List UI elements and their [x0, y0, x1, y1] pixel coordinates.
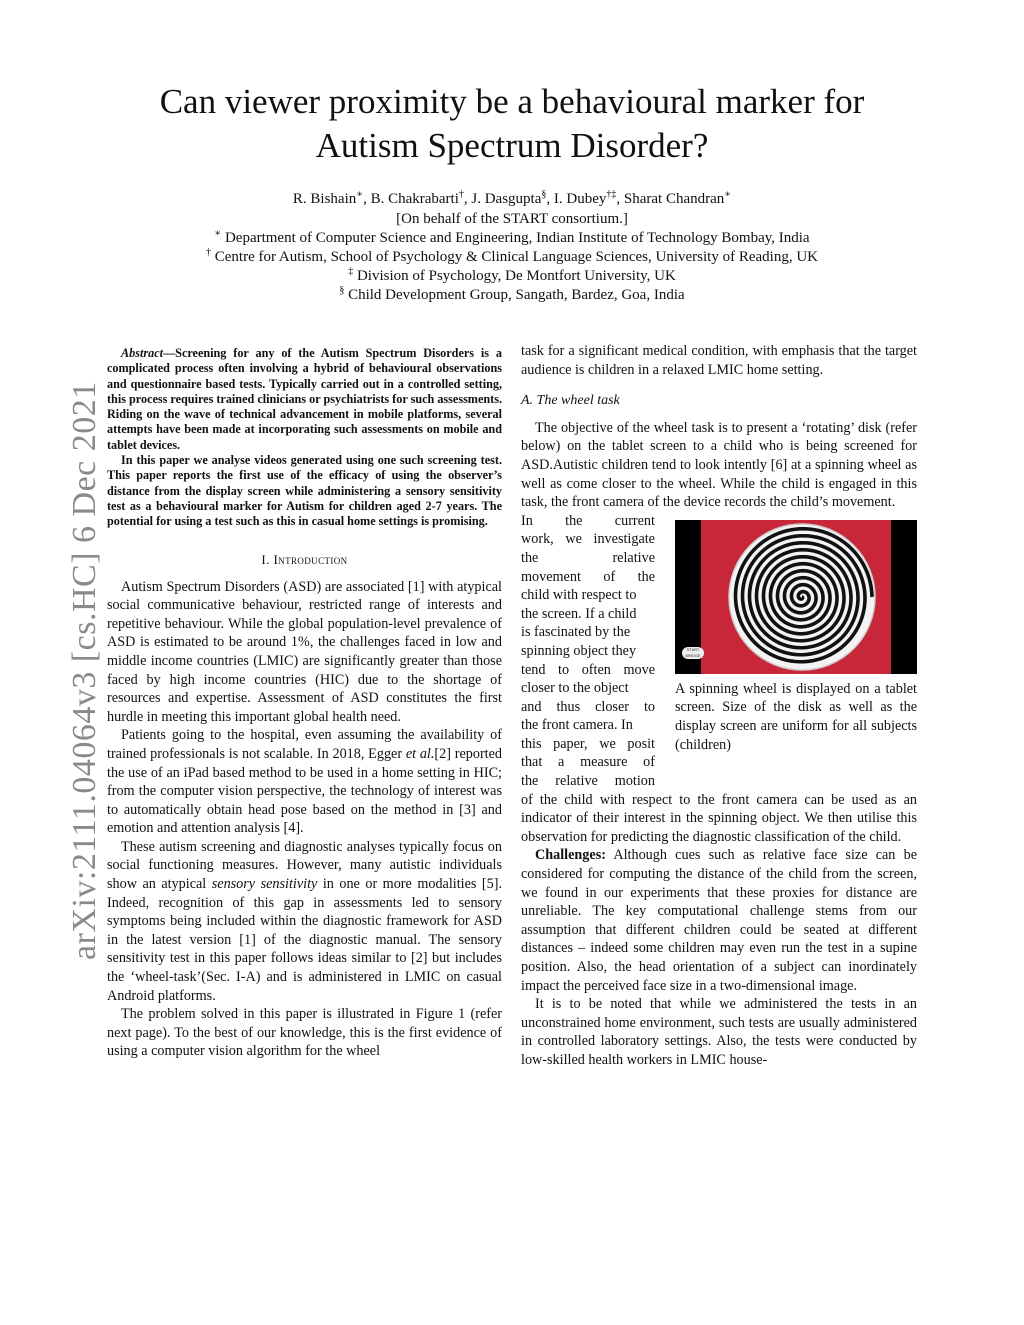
wrapped-word: we [599, 735, 616, 752]
wrapped-word: relative [555, 773, 598, 790]
author-mark: ∗ [724, 189, 732, 200]
wrapped-line [521, 586, 655, 605]
wrapped-word: the [521, 549, 539, 566]
wrapped-word: measure [580, 754, 628, 771]
author-mark: † [458, 189, 464, 200]
wrapped-word: often [581, 661, 611, 678]
author-chandran: Sharat Chandran [623, 191, 725, 207]
wrapped-word: this [521, 735, 542, 752]
wrapped-word: a [558, 754, 565, 771]
intro-text: in one or more modalities [5]. Indeed, recognition of this gap in assessments led to sensory symptoms being included within the diagnostic framework for ASD in the latest version [1] of the diagnostic manual. The sensory sensitivity test in this paper follows ideas similar to [2] but includes the ‘wheel-task’(Sec. I-A) and is administered in LMIC on casual Android platforms. [107, 876, 503, 1004]
paper-title [100, 80, 924, 168]
author-block [100, 190, 924, 305]
note-paragraph: It is to be noted that while we administered the tests in an unconstrained home environment, such tests are usually administered in controlled laboratory settings. Also, the tests were conducted by low-skilled health workers in LMIC house- [521, 996, 917, 1068]
author-mark: ∗ [356, 189, 364, 200]
author-mark: †‡ [606, 189, 617, 200]
wrapped-word: motion [614, 773, 655, 790]
wrapped-word: thus [556, 698, 581, 715]
abstract-paragraph-2: In this paper we analyse videos generated using one such screening test. This paper reports the first use of the efficacy of using the observer’s distance from the display screen while administering a sensory sensitivity test as a behavioural marker for Autism for children aged 2-7 years. The potential for using a test such as this in casual home settings is promising. [107, 453, 502, 529]
figure-wrap-row [521, 512, 917, 791]
wrapped-word: child with respect to [521, 587, 637, 604]
intro-paragraph-4: The problem solved in this paper is illustrated in Figure 1 (refer next page). To the best of our knowledge, this is the first evidence of using a computer vision algorithm for the wheel [107, 1006, 502, 1060]
wrapped-word: posit [627, 735, 655, 752]
affiliation-text: Department of Computer Science and Engineering, Indian Institute of Technology Bombay, India [224, 230, 810, 246]
consortium-note: [On behalf of the START consortium.] [396, 211, 628, 227]
wrapped-word: that [521, 754, 543, 771]
challenges-label: Challenges: [535, 847, 606, 864]
wrapped-line [521, 530, 655, 549]
wrapped-word: the [521, 773, 539, 790]
spiral-wheel [727, 522, 877, 672]
wrapped-word: spinning object they [521, 642, 637, 659]
wrapped-word: investigate [593, 531, 655, 548]
wheel-paragraph-1: The objective of the wheel task is to present a ‘rotating’ disk (refer below) on the tablet screen to a child who is being screened for ASD.Autistic children tend to look intently [6] at a spinning wheel as well as come closer to the wheel. While the child is engaged in this task, the front camera of the device records the child’s movement. [521, 419, 917, 511]
wrapped-line [521, 753, 655, 772]
wrapped-word: closer [595, 698, 629, 715]
wrapped-word: of [603, 568, 616, 585]
wrapped-word: relative [612, 549, 655, 566]
wrapped-word: move [623, 661, 655, 678]
affiliation-2 [100, 248, 924, 267]
intro-text: These autism screening and diagnostic analyses typically focus on social functioning measures. However, many autistic individuals show an atypical [107, 838, 502, 893]
wrapped-word: work, [521, 531, 554, 548]
wrapped-line [521, 568, 655, 587]
author-separator: , [463, 191, 472, 207]
figure-1 [675, 512, 917, 754]
wrapped-word: the [565, 512, 583, 529]
continued-paragraph: task for a significant medical condition, with emphasis that the target audience is children in a relaxed LMIC home setting. [521, 343, 917, 378]
wheel-paragraph-1-continued: of the child with respect to the front camera can be used as an indicator of their interest in the spinning object. We then utilise this observation for predicting the diagnostic classification of the child. [521, 791, 917, 845]
wrapped-line [521, 772, 655, 791]
intro-paragraph-1: Autism Spectrum Disorders (ASD) are associated [1] with atypical social communicative behaviour, restricted range of interests and repetitive behaviour. While the global population-level prevalence of ASD is estimated to be around 1%, the challenges faced in low and middle income countries (LMIC) are significantly greater than those faced by high income countries (HIC) due to the shortage of resources and expertise. Assessment of ASD constitutes the first hurdle in meeting this important global health need. [107, 578, 502, 725]
intro-paragraph-3 [107, 838, 502, 1005]
intro-emphasis: sensory sensitivity [211, 876, 318, 893]
wrapped-word: and [521, 698, 542, 715]
wrapped-line [521, 549, 655, 568]
challenges-paragraph [521, 846, 917, 995]
intro-text: [2] reported the use of an iPad based method to be used in a home setting in HIC; from the computer vision perspective, the technology of interest was to automatically obtain head pose based on the method in [3] and emotion and attention analysis [4]. [107, 745, 502, 837]
abstract-dash: — [162, 346, 176, 360]
wrapped-word: to [643, 698, 655, 715]
author-names [100, 190, 924, 209]
author-dasgupta: J. Dasgupta [471, 191, 542, 207]
right-column-body [521, 342, 917, 512]
intro-paragraph-2 [107, 726, 502, 838]
wrapped-word: paper, [553, 735, 588, 752]
wrapped-word: the [637, 568, 655, 585]
left-column [107, 346, 502, 1061]
wrapped-line [521, 623, 655, 642]
wrapped-line [521, 735, 655, 754]
wrapped-word: of [643, 754, 655, 771]
challenges-text: Although cues such as relative face size can be considered for computing the distance of the child from the screen, we found in our experiments that these proxies for distance are unreliable. The key computational challenge stems from our assumption that different children could be seated at different distances – indeed some children may even run the test in a supine position. Also, the head orientation of a subject can inordinately impact the perceived face size in a two-dimensional image. [521, 847, 917, 994]
affiliation-text: Division of Psychology, De Montfort University, UK [356, 268, 676, 284]
affiliation-text: Child Development Group, Sangath, Bardez, Goa, India [348, 287, 685, 303]
wrapped-line [521, 512, 655, 531]
wrapped-word: closer to the object [521, 680, 629, 697]
introduction-body [107, 578, 502, 1061]
title-line-1: Can viewer proximity be a behavioural marker for [159, 82, 865, 121]
subsection-heading-wheel-task: A. The wheel task [521, 393, 620, 409]
wrapped-line [521, 661, 655, 680]
wrapped-word: the screen. If a child [521, 605, 637, 622]
author-separator: , [546, 191, 554, 207]
affiliation-3 [100, 267, 924, 286]
author-separator: , [616, 191, 624, 207]
affiliation-mark: ‡ [348, 266, 354, 277]
abstract-label: Abstract [121, 346, 163, 360]
affiliation-1 [100, 229, 924, 248]
wrapped-line [521, 679, 655, 698]
intro-citation-etal: et al. [405, 745, 435, 762]
title-line-2: Autism Spectrum Disorder? [315, 126, 709, 165]
wrapped-word: is fascinated by the [521, 624, 631, 641]
author-separator: , [363, 191, 371, 207]
wrapped-word: In [521, 512, 533, 529]
affiliation-4 [100, 286, 924, 305]
intro-text: Patients going to the hospital, even assuming the availability of trained professionals is not scalable. In 2018, Egger [107, 727, 502, 762]
wrapped-word: to [558, 661, 570, 678]
abstract-text: Screening for any of the Autism Spectrum Disorders is a complicated process often involving a hybrid of behavioural observations and questionnaire based tests. Typically carried out in a controlled setting, this process requires trained clinicians or psychiatrists for such assessments. Riding on the wave of technical advancement in mobile platforms, several attempts have been made at incorporating such assessments on mobile and tablet devices. [107, 346, 502, 452]
wrapped-text [521, 512, 655, 791]
affiliation-mark: ∗ [214, 228, 222, 239]
author-mark: § [541, 189, 547, 200]
affiliation-mark: § [339, 285, 345, 296]
spinning-wheel-image [675, 520, 917, 674]
affiliation-mark: † [206, 247, 211, 258]
affiliation-text: Centre for Autism, School of Psychology & Clinical Language Sciences, University of Reading, UK [214, 249, 818, 265]
wrapped-word: movement [521, 568, 581, 585]
right-column [521, 342, 917, 1070]
wrapped-word: the front camera. In [521, 717, 633, 734]
abstract [107, 346, 502, 530]
author-chakrabarti: B. Chakrabarti [370, 191, 459, 207]
wrapped-line [521, 716, 655, 735]
wrapped-word: tend [521, 661, 546, 678]
start-badge: START BRIDGE [682, 647, 704, 659]
figure-caption: A spinning wheel is displayed on a tablet screen. Size of the disk as well as the display screen are uniform for all subjects (children) [675, 680, 917, 753]
wrapped-word: we [565, 531, 582, 548]
wrapped-line [521, 698, 655, 717]
abstract-paragraph-1 [107, 346, 502, 453]
author-dubey: I. Dubey [553, 191, 607, 207]
arxiv-identifier: arXiv:2111.04064v3 [cs.HC] 6 Dec 2021 [66, 381, 103, 960]
wrapped-line [521, 605, 655, 624]
section-heading-introduction: I. Introduction [261, 551, 348, 567]
wrapped-line [521, 642, 655, 661]
right-column-body-2 [521, 791, 917, 1070]
wrapped-word: current [614, 512, 655, 529]
author-bishain: R. Bishain [292, 191, 357, 207]
